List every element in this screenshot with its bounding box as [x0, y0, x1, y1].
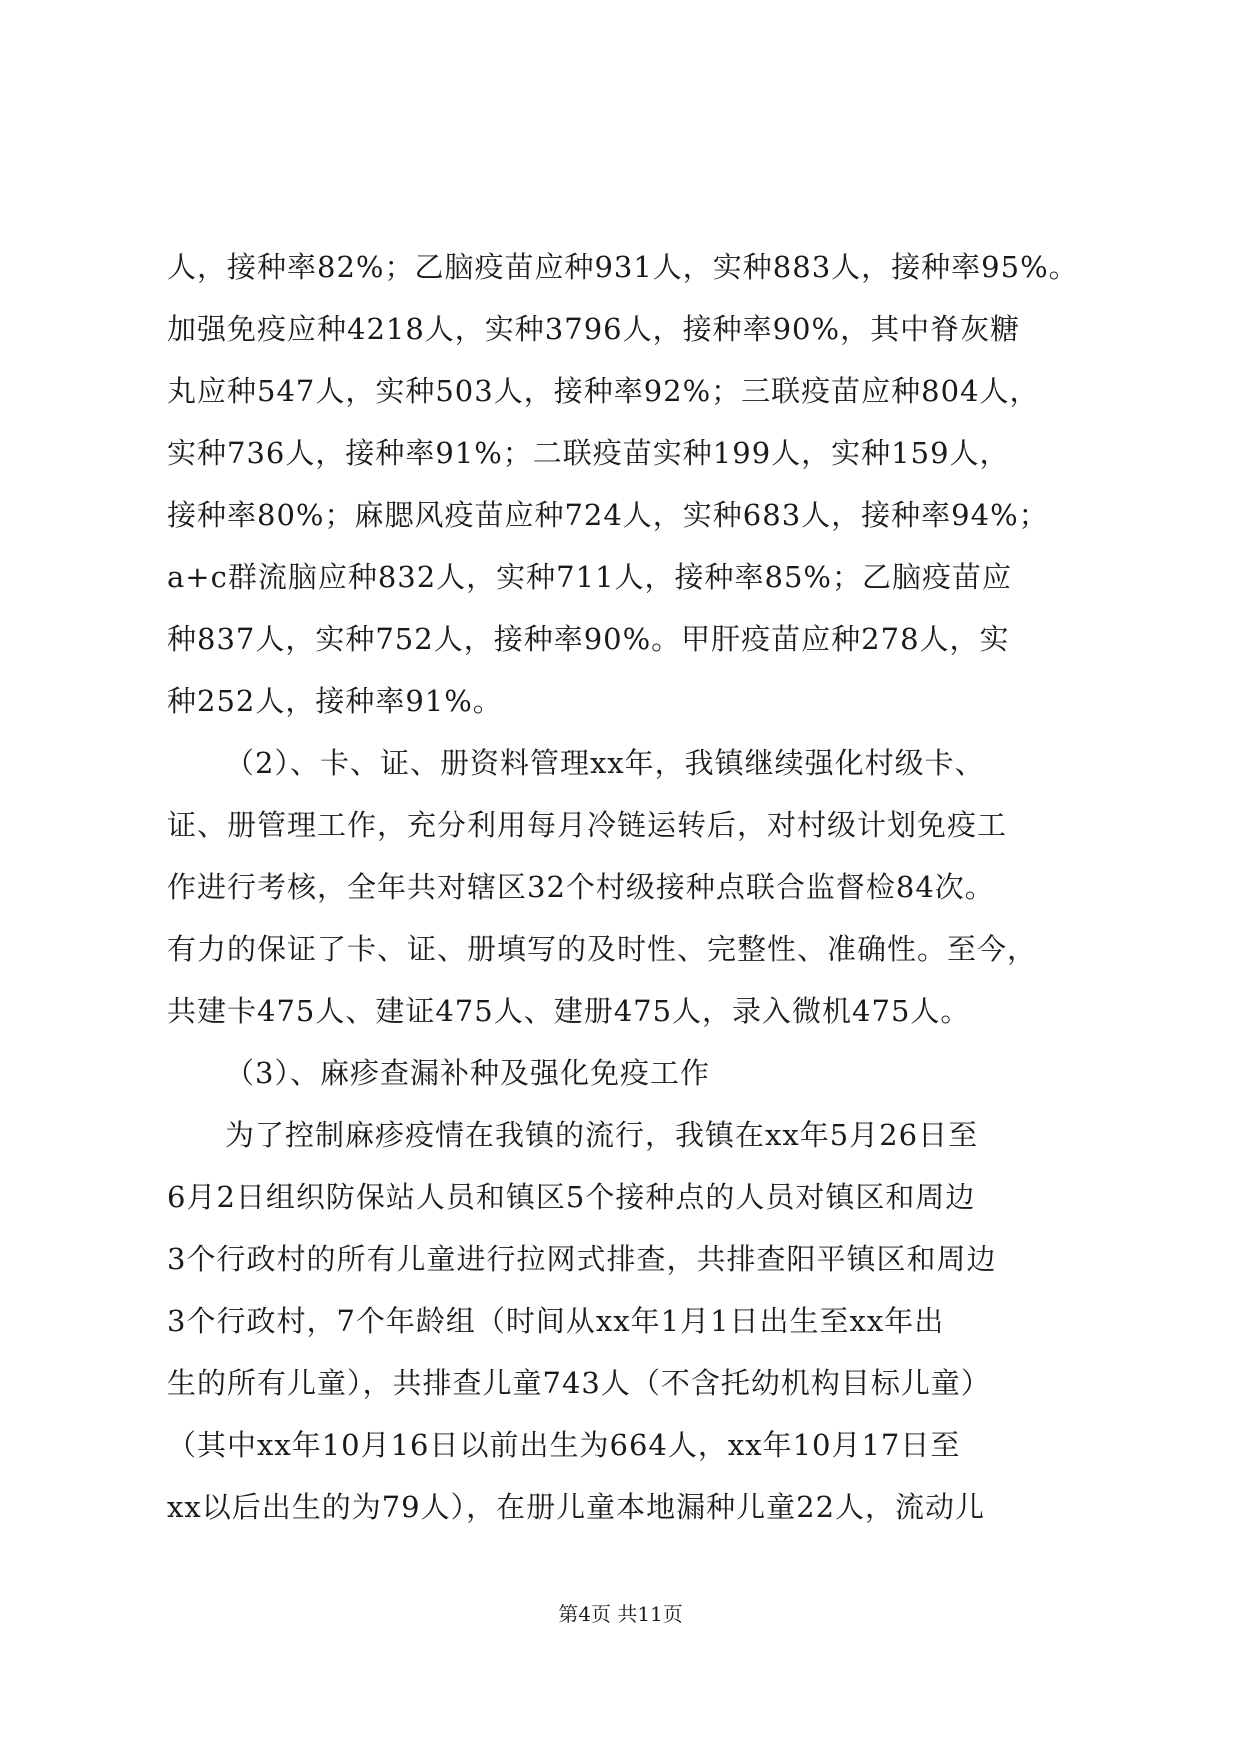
text-line: 丸应种547人，实种503人，接种率92%；三联疫苗应种804人， [167, 374, 1040, 408]
text-line: 证、册管理工作，充分利用每月冷链运转后，对村级计划免疫工 [167, 808, 1008, 842]
text-line: 实种736人，接种率91%；二联疫苗实种199人，实种159人， [167, 436, 1010, 470]
text-line: 人，接种率82%；乙脑疫苗应种931人，实种883人，接种率95%。 [167, 250, 1079, 284]
text-line: 种837人，实种752人，接种率90%。甲肝疫苗应种278人，实 [167, 622, 1010, 656]
text-line: xx以后出生的为79人），在册儿童本地漏种儿童22人，流动儿 [167, 1490, 986, 1524]
text-line: a+c群流脑应种832人，实种711人，接种率85%；乙脑疫苗应 [167, 560, 1012, 594]
text-line: （其中xx年10月16日以前出生为664人，xx年10月17日至 [167, 1428, 961, 1462]
text-line: 接种率80%；麻腮风疫苗应种724人，实种683人，接种率94%； [167, 498, 1049, 532]
text-line: 加强免疫应种4218人，实种3796人，接种率90%，其中脊灰糖 [167, 312, 1021, 346]
text-line: 有力的保证了卡、证、册填写的及时性、完整性、准确性。至今， [167, 932, 1038, 966]
text-line: 种252人，接种率91%。 [167, 684, 503, 718]
body-text [167, 236, 1087, 1538]
text-line: （2）、卡、证、册资料管理xx年，我镇继续强化村级卡、 [225, 746, 985, 780]
page-footer: 第4页 共11页 [558, 1602, 683, 1626]
text-line: 为了控制麻疹疫情在我镇的流行，我镇在xx年5月26日至 [225, 1118, 979, 1152]
text-line: 作进行考核，全年共对辖区32个村级接种点联合监督检84次。 [167, 870, 995, 904]
text-line: 共建卡475人、建证475人、建册475人，录入微机475人。 [167, 994, 971, 1028]
text-line: （3）、麻疹查漏补种及强化免疫工作 [225, 1056, 710, 1090]
text-line: 6月2日组织防保站人员和镇区5个接种点的人员对镇区和周边 [167, 1180, 976, 1214]
text-line: 3个行政村的所有儿童进行拉网式排查，共排查阳平镇区和周边 [167, 1242, 997, 1276]
text-line: 3个行政村，7个年龄组（时间从xx年1月1日出生至xx年出 [167, 1304, 945, 1338]
text-line: 生的所有儿童），共排查儿童743人（不含托幼机构目标儿童） [167, 1366, 991, 1400]
